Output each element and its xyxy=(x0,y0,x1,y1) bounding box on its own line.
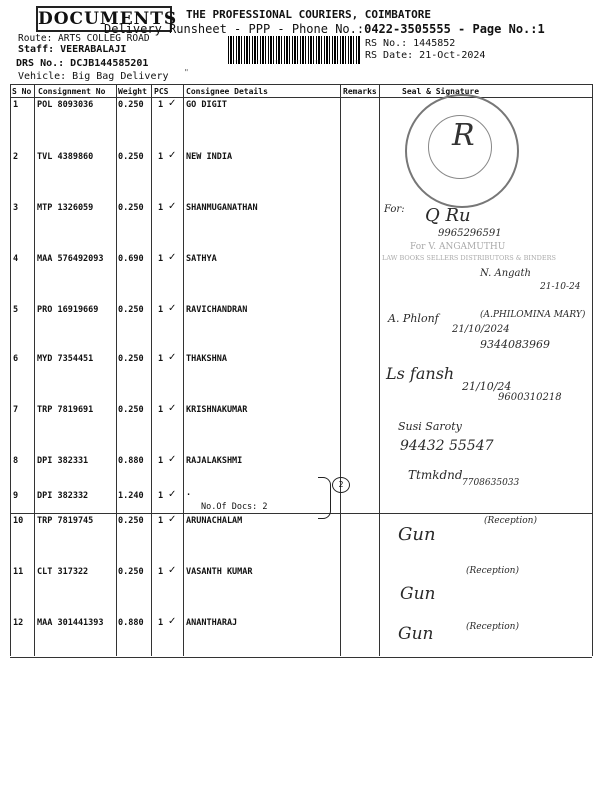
signature-row3-phone: 9965296591 xyxy=(438,228,502,239)
signature-row12-sign: Gun xyxy=(398,624,434,644)
row-pcs: 1 xyxy=(158,305,164,315)
row-sno: 12 xyxy=(13,618,24,628)
signature-row3-for: For: xyxy=(384,204,405,215)
row-consignee: NEW INDIA xyxy=(186,152,233,162)
row-pcs: 1 xyxy=(158,203,164,213)
tick-mark: ✓ xyxy=(168,514,177,525)
signature-row8-phone: 7708635033 xyxy=(462,478,520,488)
col-divider xyxy=(379,84,380,656)
row-sno: 4 xyxy=(13,254,19,264)
row-consignment: POL 8093036 xyxy=(37,100,94,110)
signature-row10-note: (Reception) xyxy=(484,516,537,526)
row-consignment: DPI 382331 xyxy=(37,456,89,466)
row-pcs: 1 xyxy=(158,254,164,264)
row-sno: 9 xyxy=(13,491,19,501)
row-consignee: THAKSHNA xyxy=(186,354,227,364)
col-header-consignee: Consignee Details xyxy=(186,87,268,96)
route-label: Route: ARTS COLLEG ROAD xyxy=(18,33,150,44)
pen-mark: " xyxy=(184,68,189,77)
tick-mark: ✓ xyxy=(168,489,177,500)
signature-row4-date: 21-10-24 xyxy=(540,282,581,292)
seal-signature-glyph: R xyxy=(452,118,475,153)
row-weight: 0.690 xyxy=(118,254,144,264)
tick-mark: ✓ xyxy=(168,616,177,627)
row-weight: 0.250 xyxy=(118,354,144,364)
row-consignment: CLT 317322 xyxy=(37,567,89,577)
row-pcs: 1 xyxy=(158,354,164,364)
row-consignee: RAJALAKSHMI xyxy=(186,456,243,466)
runsheet-subtitle xyxy=(104,22,545,36)
rs-number: RS No.: 1445852 xyxy=(365,38,456,49)
row-weight: 0.250 xyxy=(118,100,144,110)
row-weight: 0.880 xyxy=(118,456,144,466)
company-title: THE PROFESSIONAL COURIERS, COIMBATORE xyxy=(186,8,432,21)
signature-row7-phone: 94432 55547 xyxy=(400,438,494,454)
col-header-consignment: Consignment No xyxy=(38,87,106,96)
row-consignment: MTP 1326059 xyxy=(37,203,94,213)
vehicle-label: Vehicle: Big Bag Delivery xyxy=(18,71,169,82)
row-pcs: 1 xyxy=(158,405,164,415)
col-header-remarks: Remarks xyxy=(343,87,377,96)
row-consignee: VASANTH KUMAR xyxy=(186,567,253,577)
tick-mark: ✓ xyxy=(168,454,177,465)
row-consignee: RAVICHANDRAN xyxy=(186,305,248,315)
row-pcs: 1 xyxy=(158,516,164,526)
row-divider xyxy=(10,513,592,514)
col-header-sno: S No xyxy=(12,87,32,96)
grouping-bracket xyxy=(318,477,331,519)
row-pcs: 1 xyxy=(158,100,164,110)
staff-label: Staff: VEERABALAJI xyxy=(18,44,127,55)
tick-mark: ✓ xyxy=(168,403,177,414)
row-consignment: TRP 7819745 xyxy=(37,516,94,526)
col-divider xyxy=(10,84,11,656)
signature-row8-sign: Ttmkdnd xyxy=(408,468,463,482)
row-consignment: MYD 7354451 xyxy=(37,354,94,364)
signature-row12-note: (Reception) xyxy=(466,622,519,632)
signature-row6-phone: 9600310218 xyxy=(498,392,562,403)
row-consignment: MAA 576492093 xyxy=(37,254,104,264)
col-divider xyxy=(116,84,117,656)
documents-stamp: DOCUMENTS xyxy=(36,6,172,32)
row-weight: 0.250 xyxy=(118,203,144,213)
row-pcs: 1 xyxy=(158,567,164,577)
header-underline xyxy=(10,97,592,98)
tick-mark: ✓ xyxy=(168,98,177,109)
col-divider xyxy=(151,84,152,656)
page-number: - Page No.:1 xyxy=(450,22,545,36)
col-divider xyxy=(183,84,184,656)
row-sno: 10 xyxy=(13,516,24,526)
signature-row11-note: (Reception) xyxy=(466,566,519,576)
row-consignee: SATHYA xyxy=(186,254,217,264)
row-consignee: ANANTHARAJ xyxy=(186,618,238,628)
row-weight: 0.250 xyxy=(118,567,144,577)
stamp-row4-name: For V. ANGAMUTHU xyxy=(410,242,506,252)
signature-row5-date: 21/10/2024 xyxy=(452,324,510,335)
row-consignee: GO DIGIT xyxy=(186,100,227,110)
row-pcs: 1 xyxy=(158,152,164,162)
tick-mark: ✓ xyxy=(168,201,177,212)
row-pcs: 1 xyxy=(158,618,164,628)
signature-row7-name: Susi Saroty xyxy=(398,420,462,433)
phone-number: 0422-3505555 xyxy=(364,22,451,36)
tick-mark: ✓ xyxy=(168,352,177,363)
row-consignment: TVL 4389860 xyxy=(37,152,94,162)
signature-row3-sign: Q Ru xyxy=(425,205,471,226)
row-pcs: 1 xyxy=(158,456,164,466)
row-sno: 5 xyxy=(13,305,19,315)
signature-row5-name-print: (A.PHILOMINA MARY) xyxy=(480,310,586,320)
rs-date: RS Date: 21-Oct-2024 xyxy=(365,50,486,61)
col-header-seal-signature: Seal & Signature xyxy=(402,87,480,96)
signature-row5-name: A. Phlonf xyxy=(388,312,439,325)
signature-row5-phone: 9344083969 xyxy=(480,338,550,351)
tick-mark: ✓ xyxy=(168,150,177,161)
tick-mark: ✓ xyxy=(168,252,177,263)
tick-mark: ✓ xyxy=(168,303,177,314)
row-consignee: . xyxy=(186,488,192,498)
row-sno: 11 xyxy=(13,567,24,577)
stamp-row4-business: LAW BOOKS SELLERS DISTRIBUTORS & BINDERS xyxy=(382,254,556,262)
no-of-docs: No.Of Docs: 2 xyxy=(201,502,268,512)
signature-row11-sign: Gun xyxy=(400,584,436,604)
row-sno: 8 xyxy=(13,456,19,466)
row-weight: 0.250 xyxy=(118,405,144,415)
col-header-pcs: PCS xyxy=(154,87,169,96)
tick-mark: ✓ xyxy=(168,565,177,576)
signature-row6-sign: Ls fansh xyxy=(386,364,455,383)
drs-number: DRS No.: DCJB144585201 xyxy=(16,58,149,69)
row-sno: 1 xyxy=(13,100,19,110)
col-divider xyxy=(34,84,35,656)
signature-row10-sign: Gun xyxy=(398,524,436,545)
row-weight: 0.250 xyxy=(118,152,144,162)
row-weight: 0.250 xyxy=(118,516,144,526)
row-weight: 1.240 xyxy=(118,491,144,501)
signature-row6-date: 21/10/24 xyxy=(462,380,512,393)
row-sno: 2 xyxy=(13,152,19,162)
col-header-weight: Weight xyxy=(118,87,147,96)
row-consignee: KRISHNAKUMAR xyxy=(186,405,248,415)
barcode xyxy=(228,36,360,64)
row-consignment: TRP 7819691 xyxy=(37,405,94,415)
row-sno: 7 xyxy=(13,405,19,415)
row-weight: 0.250 xyxy=(118,305,144,315)
row-weight: 0.880 xyxy=(118,618,144,628)
row-pcs: 1 xyxy=(158,491,164,501)
row-consignment: PRO 16919669 xyxy=(37,305,99,315)
col-divider xyxy=(592,84,593,656)
bracket-count-mark: 2 xyxy=(332,477,350,493)
row-sno: 6 xyxy=(13,354,19,364)
col-divider xyxy=(340,84,341,656)
row-consignee: ARUNACHALAM xyxy=(186,516,243,526)
signature-row4-sign: N. Angath xyxy=(480,268,531,279)
subtitle-prefix: Delivery Runsheet - PPP - Phone No.: xyxy=(104,22,365,36)
row-consignee: SHANMUGANATHAN xyxy=(186,203,258,213)
row-sno: 3 xyxy=(13,203,19,213)
row-consignment: DPI 382332 xyxy=(37,491,89,501)
row-consignment: MAA 301441393 xyxy=(37,618,104,628)
